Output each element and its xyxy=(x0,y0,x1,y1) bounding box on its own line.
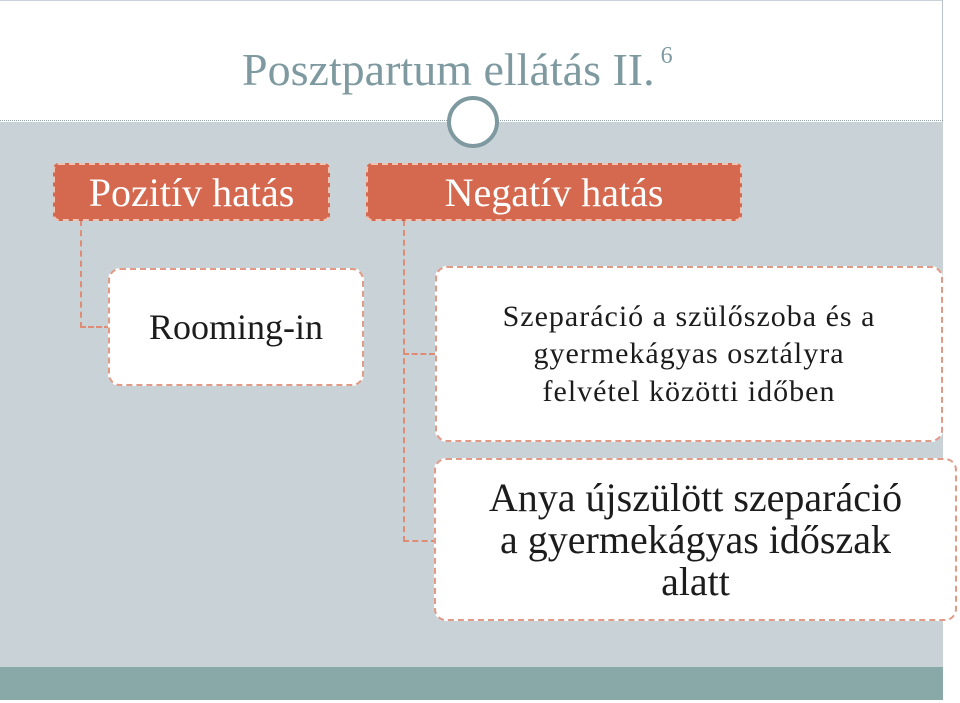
page-title-text: Posztpartum ellátás II. xyxy=(242,44,655,95)
mother-newborn-separation-line-3: alatt xyxy=(661,558,730,604)
footer-bar xyxy=(0,667,943,700)
footnote-marker: 6 xyxy=(660,43,673,69)
separation-delivery-room-line-2: gyermekágyas osztályra xyxy=(533,337,845,371)
negative-effect-header-label: Negatív hatás xyxy=(444,169,664,215)
negative-effect-header xyxy=(366,163,742,221)
separation-delivery-room-line-3: felvétel közötti időben xyxy=(542,374,836,408)
rooming-in-label: Rooming-in xyxy=(148,307,323,347)
separation-delivery-room-line-1: Szeparáció a szülőszoba és a xyxy=(502,299,876,333)
page-title xyxy=(242,43,673,95)
mother-newborn-separation-box xyxy=(434,458,957,621)
connector-positive xyxy=(80,220,110,328)
connector-negative-trunk xyxy=(403,220,437,542)
divider-circle-ornament xyxy=(447,96,499,148)
mother-newborn-separation-line-2: a gyermekágyas időszak xyxy=(500,516,891,562)
mother-newborn-separation-line-1: Anya újszülött szeparáció xyxy=(488,474,903,520)
positive-effect-header-label: Pozitív hatás xyxy=(88,169,295,215)
positive-effect-header xyxy=(53,163,330,221)
rooming-in-box xyxy=(108,268,364,386)
connector-negative-branch xyxy=(403,353,435,355)
separation-delivery-room-box xyxy=(435,266,943,442)
